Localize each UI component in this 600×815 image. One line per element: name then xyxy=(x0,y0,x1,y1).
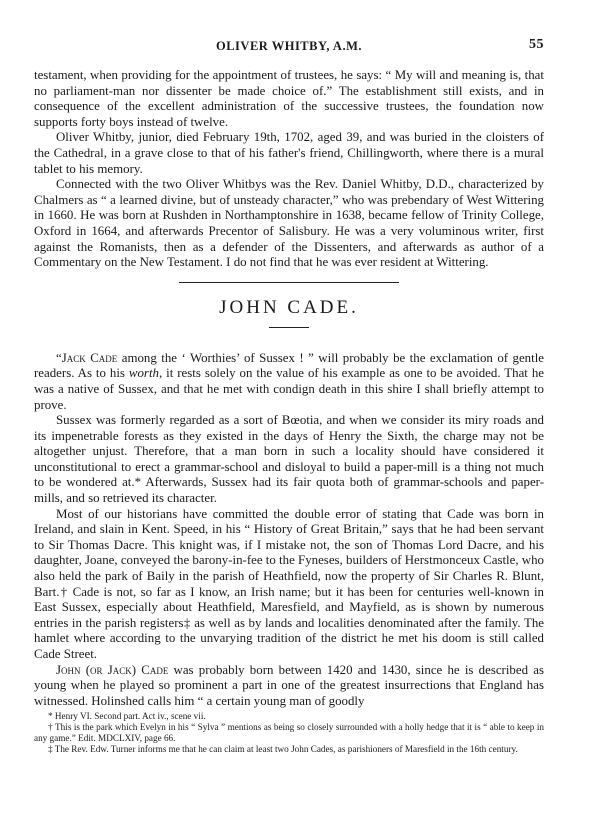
paragraph-continued: testament, when providing for the appointment of trustees, he says: “ My will and meaning is, that no parliament-man nor dissenter be made choice of.” The establishment still exists, and in consequence of the excellent administration of the successive trustees, the foundation now supports forty boys instead of twelve. xyxy=(34,68,544,129)
footnote: * Henry VI. Second part. Act iv., scene vii. xyxy=(48,711,206,722)
footnote: † This is the park which Evelyn in his “ Sylva ” mentions as being so closely surrounded with a holly hedge that it is “ able to keep in any game.” Edit. MDCLXIV, page 66. xyxy=(34,722,544,743)
name-small-caps: Jack Cade xyxy=(61,350,118,365)
paragraph xyxy=(34,663,544,710)
paragraph: Sussex was formerly regarded as a sort of Bœotia, and when we consider its miry roads and its impenetrable forests as they existed in the days of Henry the Sixth, the charge may not be altogether unjust. Therefore, that a man born in such a locality should have considered it unconstitutional to erect a grammar-school and disloyal to build a paper-mill is a thing not much to be wondered at.* Afterwards, Sussex had its fair quota both of grammar-schools and paper-mills, and so retrieved its character. xyxy=(34,413,544,506)
running-title: OLIVER WHITBY, A.M. xyxy=(216,39,362,53)
paragraph xyxy=(34,351,544,413)
paragraph: Oliver Whitby, junior, died February 19th, 1702, aged 39, and was buried in the cloisters of the Cathedral, in a grave close to that of his father's friend, Chillingworth, where there is a mural tablet to his memory. xyxy=(34,130,544,176)
emphasis: worth xyxy=(128,366,159,381)
section-divider xyxy=(179,282,399,283)
chapter-heading: JOHN CADE. xyxy=(219,296,359,318)
open-quote: “ xyxy=(56,350,62,365)
name-small-caps: John (or Jack) Cade xyxy=(56,662,169,677)
footnote: ‡ The Rev. Edw. Turner informs me that he can claim at least two John Cades, as parishioners of Maresfield in the 16th century. xyxy=(48,743,518,754)
paragraph: Most of our historians have committed the double error of stating that Cade was born in Ireland, and slain in Kent. Speed, in his “ History of Great Britain,” says that he had been servant to Sir Thomas Dacre. This knight was, if I mistake not, the son of Thomas Lord Dacre, and his daughter, Joane, conveyed the barony-in-fee to the Fyneses, builders of Herstmonceux Castle, who also held the park of Baily in the parish of Heathfield, now the property of Sir Charles R. Blunt, Bart.† Cade is not, so far as I know, an Irish name; but it has been for centuries well-known in East Sussex, especially about Heathfield, Maresfield, and Mayfield, as is shown by numerous entries in the parish registers‡ as well as by lands and localities denominated after the family. The hamlet where according to the unvarying tradition of the district he met his doom is still called Cade Street. xyxy=(34,506,544,661)
footnotes xyxy=(34,711,544,754)
page-body xyxy=(34,68,544,755)
paragraph: Connected with the two Oliver Whitbys was the Rev. Daniel Whitby, D.D., characterized by Chalmers as “ a learned divine, but of unsteady character,” who was prebendary of West Wittering in 1660. He was born at Rushden in Northamptonshire in 1638, became fellow of Trinity College, Oxford in 1664, and afterwards Precentor of Salisbury. He was a very voluminous writer, first against the Romanists, then as a defender of the Dissenters, and afterwards as author of a Commentary on the New Testament. I do not find that he was ever resident at Wittering. xyxy=(34,177,544,270)
text-run: was probably born between 1420 and 1430, since he is described as young when he played so prominent a part in one of the greatest insurrections that England has witnessed. Holinshed calls him “ a certain young man of goodly xyxy=(34,662,544,708)
text-run: , it rests solely on the value of his example as one to be avoided. That he was a native of Sussex, and that he met with condign death in this shire I shall briefly attempt to prove. xyxy=(34,366,544,412)
text-run: among the ‘ Worthies’ of Sussex ! ” will probably be the exclamation of gentle readers. As to his xyxy=(34,350,544,381)
page-number: 55 xyxy=(529,37,544,52)
